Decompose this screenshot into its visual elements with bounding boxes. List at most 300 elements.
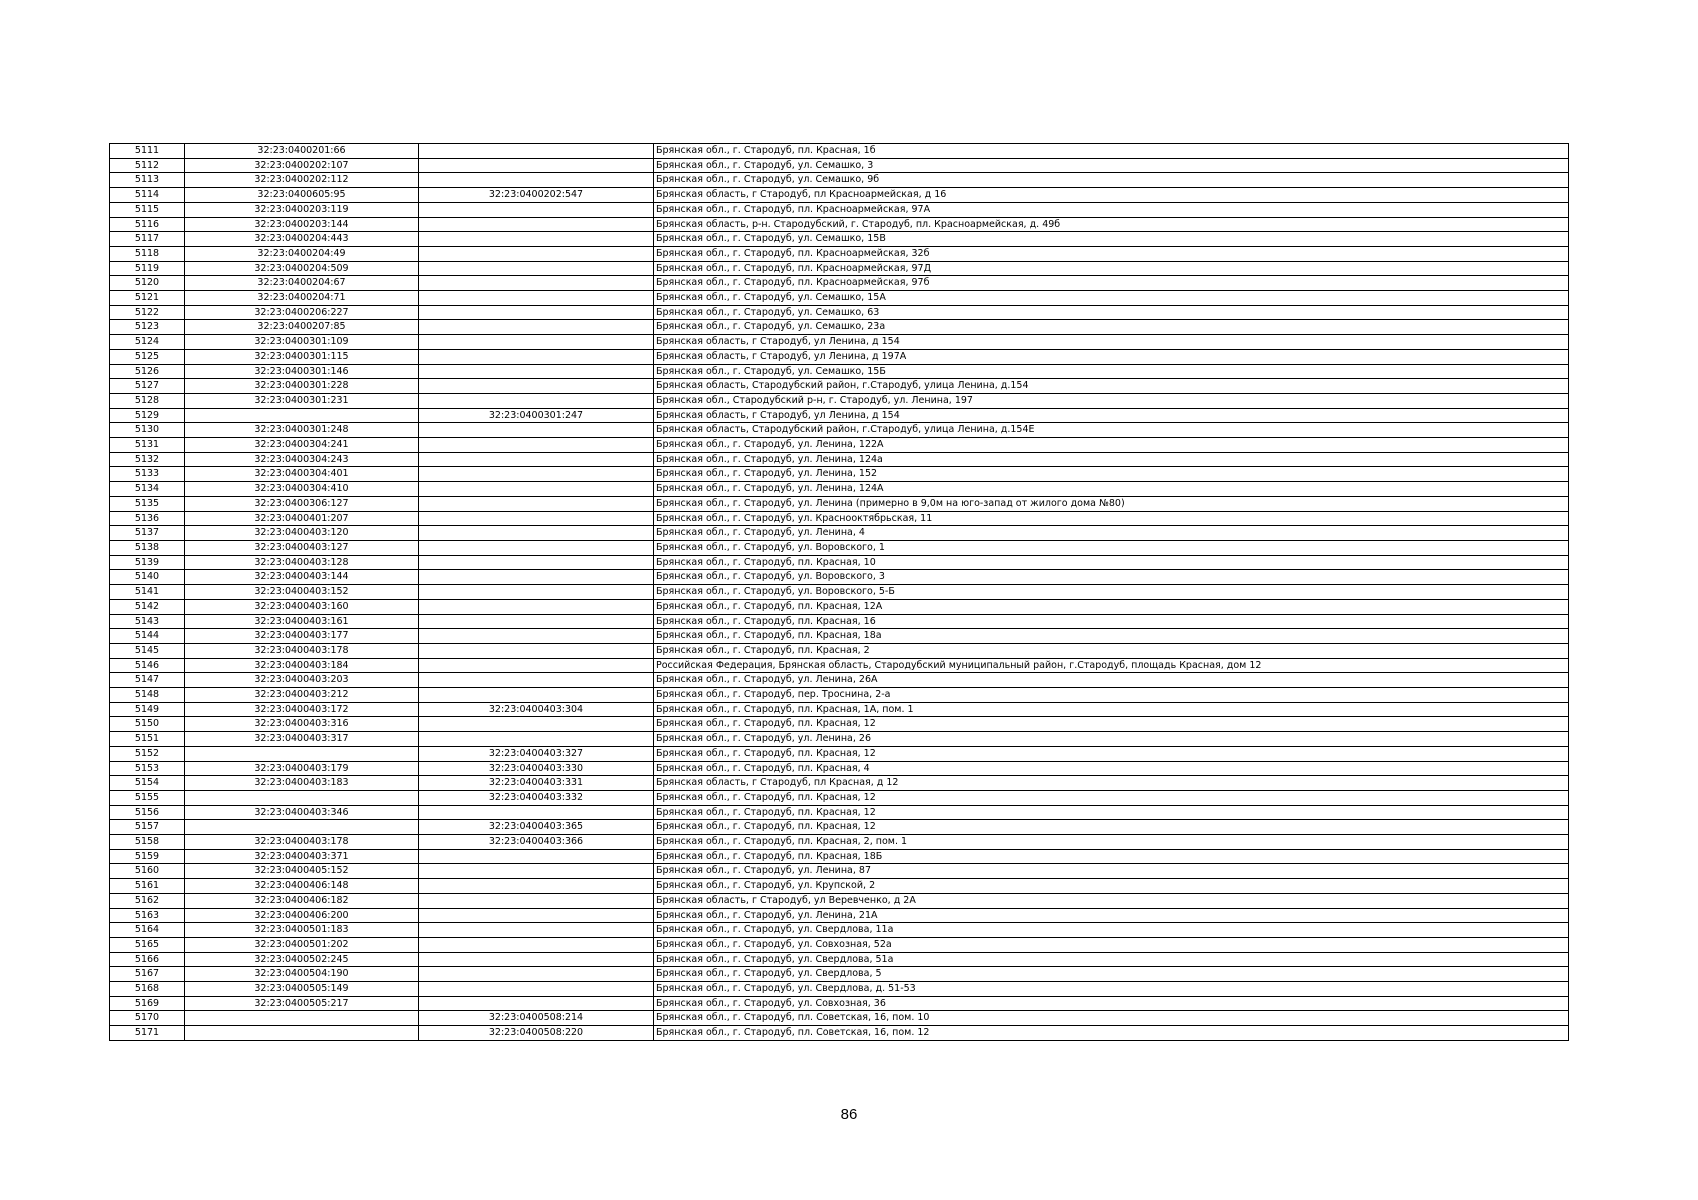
row-number-cell: 5163 — [110, 908, 185, 923]
address-cell: Брянская обл., г. Стародуб, пл. Красная, 1А, пом. 1 — [654, 702, 1569, 717]
cadastral-number-cell: 32:23:0400204:49 — [185, 246, 419, 261]
table-row — [110, 305, 1569, 320]
table-row — [110, 805, 1569, 820]
row-number-cell: 5152 — [110, 746, 185, 761]
address-cell: Брянская обл., г. Стародуб, ул. Семашко, 3 — [654, 158, 1569, 173]
linked-cadastral-number-cell — [419, 335, 654, 350]
address-cell: Брянская обл., г. Стародуб, пл. Красная, 12 — [654, 820, 1569, 835]
linked-cadastral-number-cell — [419, 144, 654, 159]
row-number-cell: 5137 — [110, 526, 185, 541]
address-cell: Брянская обл., г. Стародуб, ул. Воровского, 1 — [654, 540, 1569, 555]
table-row — [110, 408, 1569, 423]
linked-cadastral-number-cell — [419, 158, 654, 173]
address-cell: Брянская область, г Стародуб, ул Ленина, д 197А — [654, 349, 1569, 364]
linked-cadastral-number-cell — [419, 585, 654, 600]
table-row — [110, 570, 1569, 585]
table-row — [110, 614, 1569, 629]
linked-cadastral-number-cell — [419, 482, 654, 497]
table-row — [110, 158, 1569, 173]
table-row — [110, 232, 1569, 247]
row-number-cell: 5168 — [110, 982, 185, 997]
row-number-cell: 5155 — [110, 790, 185, 805]
row-number-cell: 5153 — [110, 761, 185, 776]
cadastral-number-cell: 32:23:0400202:112 — [185, 173, 419, 188]
linked-cadastral-number-cell — [419, 364, 654, 379]
row-number-cell: 5164 — [110, 923, 185, 938]
table-row — [110, 893, 1569, 908]
cadastral-number-cell: 32:23:0400406:148 — [185, 879, 419, 894]
linked-cadastral-number-cell — [419, 952, 654, 967]
linked-cadastral-number-cell — [419, 717, 654, 732]
address-cell: Брянская обл., г. Стародуб, ул. Семашко, 15А — [654, 291, 1569, 306]
table-row — [110, 599, 1569, 614]
table-row — [110, 555, 1569, 570]
address-cell: Брянская обл., г. Стародуб, пл. Красная, 1б — [654, 144, 1569, 159]
linked-cadastral-number-cell — [419, 496, 654, 511]
address-cell: Брянская обл., г. Стародуб, пл. Красная, 10 — [654, 555, 1569, 570]
table-row — [110, 673, 1569, 688]
cadastral-number-cell: 32:23:0400403:212 — [185, 688, 419, 703]
cadastral-number-cell: 32:23:0400403:161 — [185, 614, 419, 629]
linked-cadastral-number-cell — [419, 291, 654, 306]
address-cell: Брянская обл., г. Стародуб, ул. Воровского, 3 — [654, 570, 1569, 585]
cadastral-number-cell: 32:23:0400403:178 — [185, 835, 419, 850]
address-cell: Брянская обл., г. Стародуб, ул. Совхозная, 36 — [654, 996, 1569, 1011]
row-number-cell: 5140 — [110, 570, 185, 585]
cadastral-number-cell: 32:23:0400403:120 — [185, 526, 419, 541]
cadastral-number-cell: 32:23:0400505:217 — [185, 996, 419, 1011]
cadastral-number-cell: 32:23:0400405:152 — [185, 864, 419, 879]
table-body — [110, 144, 1569, 1041]
address-cell: Брянская обл., г. Стародуб, пл. Красноармейская, 32б — [654, 246, 1569, 261]
address-cell: Брянская обл., Стародубский р-н, г. Стародуб, ул. Ленина, 197 — [654, 393, 1569, 408]
row-number-cell: 5122 — [110, 305, 185, 320]
linked-cadastral-number-cell — [419, 879, 654, 894]
table-row — [110, 849, 1569, 864]
row-number-cell: 5147 — [110, 673, 185, 688]
address-cell: Брянская обл., г. Стародуб, пл. Красная, 12 — [654, 805, 1569, 820]
table-row — [110, 364, 1569, 379]
row-number-cell: 5121 — [110, 291, 185, 306]
cadastral-number-cell: 32:23:0400301:248 — [185, 423, 419, 438]
table-row — [110, 1011, 1569, 1026]
cadastral-number-cell: 32:23:0400403:317 — [185, 732, 419, 747]
linked-cadastral-number-cell — [419, 217, 654, 232]
table-row — [110, 526, 1569, 541]
row-number-cell: 5132 — [110, 452, 185, 467]
table-row — [110, 761, 1569, 776]
address-cell: Брянская область, г Стародуб, ул Ленина, д 154 — [654, 408, 1569, 423]
row-number-cell: 5151 — [110, 732, 185, 747]
table-row — [110, 452, 1569, 467]
address-cell: Брянская обл., г. Стародуб, ул. Семашко, 23а — [654, 320, 1569, 335]
table-row — [110, 879, 1569, 894]
linked-cadastral-number-cell — [419, 937, 654, 952]
table-row — [110, 776, 1569, 791]
cadastral-number-cell — [185, 746, 419, 761]
cadastral-number-cell: 32:23:0400206:227 — [185, 305, 419, 320]
address-cell: Брянская обл., г. Стародуб, пл. Советская, 16, пом. 12 — [654, 1026, 1569, 1041]
cadastral-number-cell: 32:23:0400403:172 — [185, 702, 419, 717]
cadastral-number-cell: 32:23:0400403:179 — [185, 761, 419, 776]
cadastral-number-cell: 32:23:0400403:184 — [185, 658, 419, 673]
row-number-cell: 5150 — [110, 717, 185, 732]
address-cell: Брянская обл., г. Стародуб, ул. Свердлова, 51а — [654, 952, 1569, 967]
table-row — [110, 335, 1569, 350]
address-cell: Брянская область, г Стародуб, ул Веревченко, д 2А — [654, 893, 1569, 908]
row-number-cell: 5157 — [110, 820, 185, 835]
row-number-cell: 5154 — [110, 776, 185, 791]
cadastral-number-cell: 32:23:0400306:127 — [185, 496, 419, 511]
cadastral-number-cell — [185, 820, 419, 835]
table-row — [110, 379, 1569, 394]
row-number-cell: 5142 — [110, 599, 185, 614]
linked-cadastral-number-cell — [419, 849, 654, 864]
cadastral-number-cell: 32:23:0400403:178 — [185, 643, 419, 658]
row-number-cell: 5125 — [110, 349, 185, 364]
cadastral-number-cell: 32:23:0400403:346 — [185, 805, 419, 820]
row-number-cell: 5161 — [110, 879, 185, 894]
cadastral-number-cell: 32:23:0400403:203 — [185, 673, 419, 688]
row-number-cell: 5133 — [110, 467, 185, 482]
property-table — [109, 143, 1569, 1041]
cadastral-number-cell: 32:23:0400301:228 — [185, 379, 419, 394]
table-row — [110, 702, 1569, 717]
address-cell: Брянская обл., г. Стародуб, ул. Ленина, 26А — [654, 673, 1569, 688]
cadastral-number-cell: 32:23:0400204:71 — [185, 291, 419, 306]
address-cell: Брянская обл., г. Стародуб, ул. Семашко, 15Б — [654, 364, 1569, 379]
row-number-cell: 5146 — [110, 658, 185, 673]
table-row — [110, 746, 1569, 761]
row-number-cell: 5131 — [110, 438, 185, 453]
address-cell: Брянская обл., г. Стародуб, ул. Ленина, 87 — [654, 864, 1569, 879]
row-number-cell: 5116 — [110, 217, 185, 232]
table-row — [110, 467, 1569, 482]
row-number-cell: 5113 — [110, 173, 185, 188]
address-cell: Брянская обл., г. Стародуб, ул. Ленина, 21А — [654, 908, 1569, 923]
address-cell: Брянская обл., г. Стародуб, ул. Крупской, 2 — [654, 879, 1569, 894]
row-number-cell: 5165 — [110, 937, 185, 952]
linked-cadastral-number-cell — [419, 232, 654, 247]
linked-cadastral-number-cell: 32:23:0400202:547 — [419, 188, 654, 203]
table-row — [110, 996, 1569, 1011]
table-row — [110, 923, 1569, 938]
cadastral-number-cell: 32:23:0400403:144 — [185, 570, 419, 585]
linked-cadastral-number-cell — [419, 923, 654, 938]
row-number-cell: 5156 — [110, 805, 185, 820]
address-cell: Брянская обл., г. Стародуб, пл. Красноармейская, 97Д — [654, 261, 1569, 276]
address-cell: Брянская область, р-н. Стародубский, г. Стародуб, пл. Красноармейская, д. 49б — [654, 217, 1569, 232]
row-number-cell: 5136 — [110, 511, 185, 526]
linked-cadastral-number-cell — [419, 967, 654, 982]
linked-cadastral-number-cell — [419, 982, 654, 997]
table-row — [110, 511, 1569, 526]
row-number-cell: 5128 — [110, 393, 185, 408]
table-row — [110, 585, 1569, 600]
address-cell: Брянская обл., г. Стародуб, пл. Красная, 16 — [654, 614, 1569, 629]
cadastral-number-cell: 32:23:0400501:202 — [185, 937, 419, 952]
address-cell: Брянская обл., г. Стародуб, пл. Красная, 18Б — [654, 849, 1569, 864]
address-cell: Брянская обл., г. Стародуб, ул. Ленина, 124а — [654, 452, 1569, 467]
address-cell: Брянская область, г Стародуб, ул Ленина, д 154 — [654, 335, 1569, 350]
table-row — [110, 820, 1569, 835]
address-cell: Брянская обл., г. Стародуб, ул. Ленина, 122А — [654, 438, 1569, 453]
row-number-cell: 5112 — [110, 158, 185, 173]
row-number-cell: 5123 — [110, 320, 185, 335]
cadastral-number-cell: 32:23:0400204:443 — [185, 232, 419, 247]
row-number-cell: 5144 — [110, 629, 185, 644]
cadastral-number-cell: 32:23:0400403:128 — [185, 555, 419, 570]
cadastral-number-cell: 32:23:0400406:182 — [185, 893, 419, 908]
cadastral-number-cell: 32:23:0400401:207 — [185, 511, 419, 526]
table-row — [110, 188, 1569, 203]
row-number-cell: 5149 — [110, 702, 185, 717]
cadastral-number-cell — [185, 1026, 419, 1041]
table-row — [110, 144, 1569, 159]
linked-cadastral-number-cell — [419, 467, 654, 482]
cadastral-number-cell: 32:23:0400201:66 — [185, 144, 419, 159]
table-row — [110, 908, 1569, 923]
linked-cadastral-number-cell — [419, 570, 654, 585]
address-cell: Брянская обл., г. Стародуб, пл. Красная, 12 — [654, 790, 1569, 805]
table-row — [110, 864, 1569, 879]
table-row — [110, 732, 1569, 747]
table-row — [110, 496, 1569, 511]
address-cell: Брянская обл., г. Стародуб, пл. Красноармейская, 97б — [654, 276, 1569, 291]
table-row — [110, 967, 1569, 982]
row-number-cell: 5171 — [110, 1026, 185, 1041]
row-number-cell: 5162 — [110, 893, 185, 908]
linked-cadastral-number-cell — [419, 423, 654, 438]
table-row — [110, 982, 1569, 997]
address-cell: Брянская обл., г. Стародуб, пл. Красная, 2, пом. 1 — [654, 835, 1569, 850]
address-cell: Брянская обл., г. Стародуб, ул. Ленина, 124А — [654, 482, 1569, 497]
address-cell: Брянская обл., г. Стародуб, ул. Совхозная, 52а — [654, 937, 1569, 952]
address-cell: Брянская обл., г. Стародуб, пл. Красная, 18а — [654, 629, 1569, 644]
address-cell: Брянская обл., г. Стародуб, ул. Свердлова, 5 — [654, 967, 1569, 982]
linked-cadastral-number-cell — [419, 688, 654, 703]
linked-cadastral-number-cell: 32:23:0400403:366 — [419, 835, 654, 850]
address-cell: Брянская обл., г. Стародуб, ул. Семашко, 63 — [654, 305, 1569, 320]
address-cell: Брянская обл., г. Стародуб, пл. Красноармейская, 97А — [654, 202, 1569, 217]
table-row — [110, 717, 1569, 732]
table-row — [110, 835, 1569, 850]
row-number-cell: 5119 — [110, 261, 185, 276]
address-cell: Брянская обл., г. Стародуб, ул. Краснооктябрьская, 11 — [654, 511, 1569, 526]
linked-cadastral-number-cell — [419, 173, 654, 188]
linked-cadastral-number-cell — [419, 893, 654, 908]
row-number-cell: 5160 — [110, 864, 185, 879]
row-number-cell: 5139 — [110, 555, 185, 570]
cadastral-number-cell — [185, 1011, 419, 1026]
cadastral-number-cell: 32:23:0400301:109 — [185, 335, 419, 350]
table-row — [110, 438, 1569, 453]
row-number-cell: 5134 — [110, 482, 185, 497]
address-cell: Брянская обл., г. Стародуб, ул. Ленина, 4 — [654, 526, 1569, 541]
row-number-cell: 5148 — [110, 688, 185, 703]
linked-cadastral-number-cell — [419, 379, 654, 394]
address-cell: Брянская обл., г. Стародуб, пл. Красная, 12 — [654, 717, 1569, 732]
row-number-cell: 5135 — [110, 496, 185, 511]
cadastral-number-cell: 32:23:0400505:149 — [185, 982, 419, 997]
row-number-cell: 5166 — [110, 952, 185, 967]
cadastral-number-cell: 32:23:0400403:316 — [185, 717, 419, 732]
cadastral-number-cell: 32:23:0400406:200 — [185, 908, 419, 923]
linked-cadastral-number-cell — [419, 629, 654, 644]
linked-cadastral-number-cell — [419, 393, 654, 408]
linked-cadastral-number-cell — [419, 996, 654, 1011]
address-cell: Брянская обл., г. Стародуб, ул. Семашко, 9б — [654, 173, 1569, 188]
address-cell: Брянская область, г Стародуб, пл Красноармейская, д 16 — [654, 188, 1569, 203]
row-number-cell: 5126 — [110, 364, 185, 379]
linked-cadastral-number-cell — [419, 305, 654, 320]
table-row — [110, 217, 1569, 232]
linked-cadastral-number-cell — [419, 276, 654, 291]
cadastral-number-cell: 32:23:0400202:107 — [185, 158, 419, 173]
table-row — [110, 291, 1569, 306]
row-number-cell: 5118 — [110, 246, 185, 261]
table-row — [110, 937, 1569, 952]
table-row — [110, 629, 1569, 644]
row-number-cell: 5111 — [110, 144, 185, 159]
table-row — [110, 790, 1569, 805]
address-cell: Брянская обл., г. Стародуб, пл. Красная, 4 — [654, 761, 1569, 776]
cadastral-number-cell: 32:23:0400207:85 — [185, 320, 419, 335]
address-cell: Брянская область, г Стародуб, пл Красная, д 12 — [654, 776, 1569, 791]
linked-cadastral-number-cell — [419, 658, 654, 673]
row-number-cell: 5114 — [110, 188, 185, 203]
linked-cadastral-number-cell: 32:23:0400301:247 — [419, 408, 654, 423]
cadastral-number-cell: 32:23:0400403:152 — [185, 585, 419, 600]
linked-cadastral-number-cell: 32:23:0400403:327 — [419, 746, 654, 761]
linked-cadastral-number-cell — [419, 261, 654, 276]
cadastral-number-cell: 32:23:0400502:245 — [185, 952, 419, 967]
cadastral-number-cell: 32:23:0400304:410 — [185, 482, 419, 497]
linked-cadastral-number-cell — [419, 452, 654, 467]
linked-cadastral-number-cell — [419, 805, 654, 820]
table-row — [110, 1026, 1569, 1041]
row-number-cell: 5120 — [110, 276, 185, 291]
cadastral-number-cell: 32:23:0400403:160 — [185, 599, 419, 614]
address-cell: Брянская обл., г. Стародуб, пл. Красная, 2 — [654, 643, 1569, 658]
address-cell: Брянская обл., г. Стародуб, ул. Свердлова, 11а — [654, 923, 1569, 938]
address-cell: Брянская обл., г. Стародуб, ул. Свердлова, д. 51-53 — [654, 982, 1569, 997]
table-row — [110, 246, 1569, 261]
row-number-cell: 5138 — [110, 540, 185, 555]
table-row — [110, 261, 1569, 276]
address-cell: Брянская область, Стародубский район, г.Стародуб, улица Ленина, д.154 — [654, 379, 1569, 394]
cadastral-number-cell: 32:23:0400203:119 — [185, 202, 419, 217]
row-number-cell: 5145 — [110, 643, 185, 658]
linked-cadastral-number-cell: 32:23:0400403:332 — [419, 790, 654, 805]
linked-cadastral-number-cell — [419, 643, 654, 658]
cadastral-number-cell: 32:23:0400204:67 — [185, 276, 419, 291]
cadastral-number-cell — [185, 408, 419, 423]
cadastral-number-cell: 32:23:0400304:401 — [185, 467, 419, 482]
row-number-cell: 5167 — [110, 967, 185, 982]
linked-cadastral-number-cell — [419, 555, 654, 570]
address-cell: Брянская обл., г. Стародуб, ул. Семашко, 15В — [654, 232, 1569, 247]
row-number-cell: 5129 — [110, 408, 185, 423]
table-row — [110, 952, 1569, 967]
linked-cadastral-number-cell — [419, 349, 654, 364]
linked-cadastral-number-cell — [419, 511, 654, 526]
row-number-cell: 5117 — [110, 232, 185, 247]
row-number-cell: 5158 — [110, 835, 185, 850]
row-number-cell: 5143 — [110, 614, 185, 629]
address-cell: Российская Федерация, Брянская область, Стародубский муниципальный район, г.Стародуб, площадь Красная, дом 12 — [654, 658, 1569, 673]
row-number-cell: 5130 — [110, 423, 185, 438]
row-number-cell: 5124 — [110, 335, 185, 350]
cadastral-number-cell: 32:23:0400501:183 — [185, 923, 419, 938]
linked-cadastral-number-cell — [419, 526, 654, 541]
linked-cadastral-number-cell: 32:23:0400508:220 — [419, 1026, 654, 1041]
cadastral-number-cell: 32:23:0400403:127 — [185, 540, 419, 555]
cadastral-number-cell: 32:23:0400204:509 — [185, 261, 419, 276]
linked-cadastral-number-cell — [419, 908, 654, 923]
address-cell: Брянская область, Стародубский район, г.Стародуб, улица Ленина, д.154Е — [654, 423, 1569, 438]
table-row — [110, 658, 1569, 673]
address-cell: Брянская обл., г. Стародуб, пер. Троснина, 2-а — [654, 688, 1569, 703]
table-row — [110, 202, 1569, 217]
linked-cadastral-number-cell: 32:23:0400508:214 — [419, 1011, 654, 1026]
address-cell: Брянская обл., г. Стародуб, пл. Красная, 12А — [654, 599, 1569, 614]
linked-cadastral-number-cell: 32:23:0400403:330 — [419, 761, 654, 776]
cadastral-number-cell: 32:23:0400304:243 — [185, 452, 419, 467]
linked-cadastral-number-cell — [419, 438, 654, 453]
linked-cadastral-number-cell: 32:23:0400403:304 — [419, 702, 654, 717]
row-number-cell: 5159 — [110, 849, 185, 864]
linked-cadastral-number-cell — [419, 732, 654, 747]
cadastral-number-cell — [185, 790, 419, 805]
table-row — [110, 423, 1569, 438]
table-row — [110, 393, 1569, 408]
row-number-cell: 5115 — [110, 202, 185, 217]
table-row — [110, 173, 1569, 188]
linked-cadastral-number-cell: 32:23:0400403:365 — [419, 820, 654, 835]
cadastral-number-cell: 32:23:0400403:371 — [185, 849, 419, 864]
linked-cadastral-number-cell — [419, 673, 654, 688]
table-row — [110, 349, 1569, 364]
row-number-cell: 5170 — [110, 1011, 185, 1026]
cadastral-number-cell: 32:23:0400504:190 — [185, 967, 419, 982]
linked-cadastral-number-cell: 32:23:0400403:331 — [419, 776, 654, 791]
address-cell: Брянская обл., г. Стародуб, ул. Ленина, 26 — [654, 732, 1569, 747]
page-number: 86 — [840, 1106, 858, 1123]
address-cell: Брянская обл., г. Стародуб, пл. Красная, 12 — [654, 746, 1569, 761]
cadastral-number-cell: 32:23:0400301:231 — [185, 393, 419, 408]
table-row — [110, 688, 1569, 703]
table-row — [110, 643, 1569, 658]
address-cell: Брянская обл., г. Стародуб, пл. Советская, 16, пом. 10 — [654, 1011, 1569, 1026]
cadastral-number-cell: 32:23:0400605:95 — [185, 188, 419, 203]
linked-cadastral-number-cell — [419, 864, 654, 879]
linked-cadastral-number-cell — [419, 614, 654, 629]
cadastral-number-cell: 32:23:0400203:144 — [185, 217, 419, 232]
cadastral-number-cell: 32:23:0400301:146 — [185, 364, 419, 379]
linked-cadastral-number-cell — [419, 202, 654, 217]
row-number-cell: 5169 — [110, 996, 185, 1011]
linked-cadastral-number-cell — [419, 246, 654, 261]
cadastral-number-cell: 32:23:0400403:177 — [185, 629, 419, 644]
table-row — [110, 320, 1569, 335]
table-row — [110, 276, 1569, 291]
address-cell: Брянская обл., г. Стародуб, ул. Ленина (примерно в 9,0м на юго-запад от жилого дома №80) — [654, 496, 1569, 511]
cadastral-number-cell: 32:23:0400403:183 — [185, 776, 419, 791]
row-number-cell: 5141 — [110, 585, 185, 600]
address-cell: Брянская обл., г. Стародуб, ул. Ленина, 152 — [654, 467, 1569, 482]
table-row — [110, 540, 1569, 555]
